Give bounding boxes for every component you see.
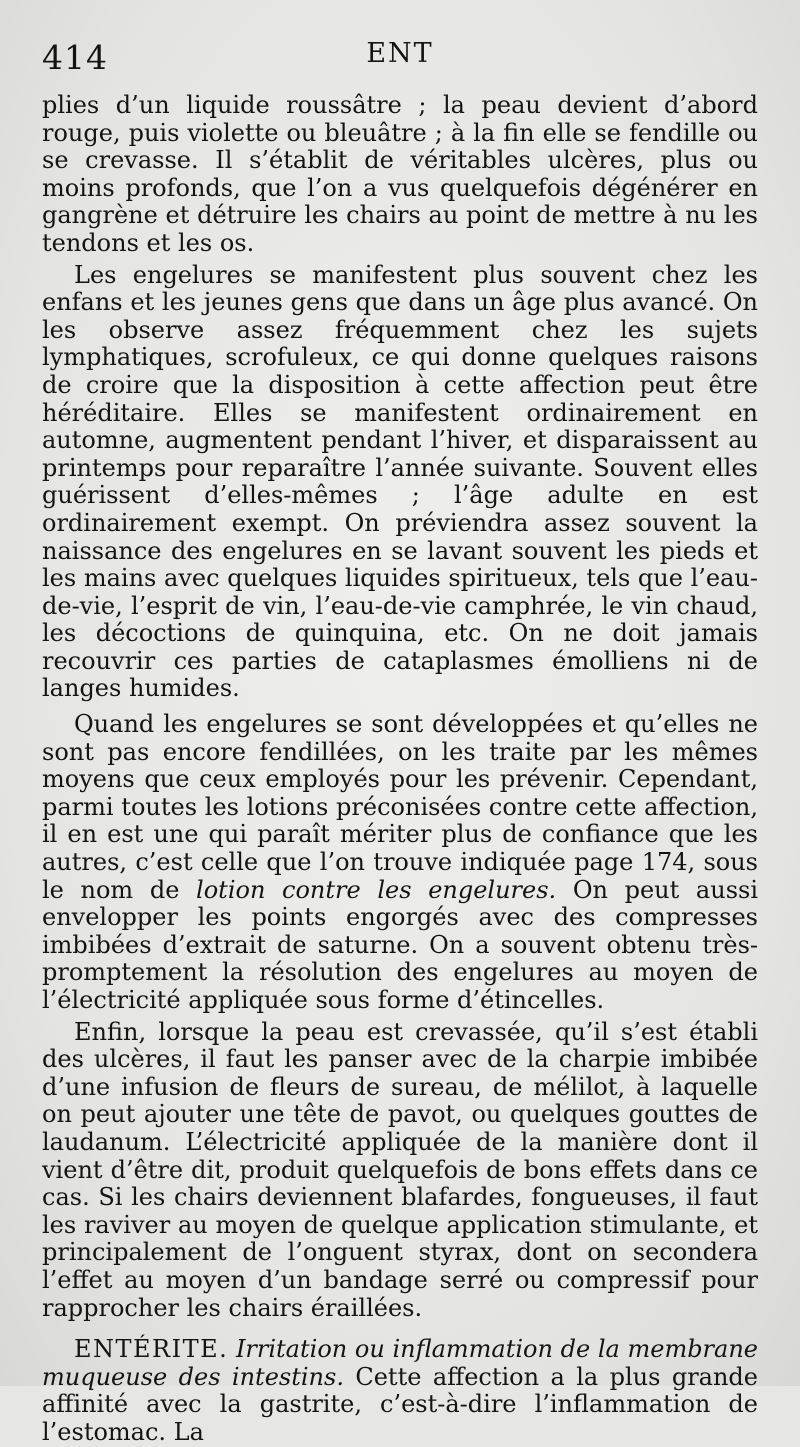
running-head: ENT	[366, 38, 434, 69]
italic-term: lotion contre les engelures.	[196, 875, 557, 904]
entry-headword: ENTÉRITE.	[74, 1335, 229, 1364]
paragraph-text: On peut aussi envelopper les points engorgés avec des compresses imbibées d’extrait de saturne. On a souvent obtenu très-promptement la résolution des engelures au moyen de l’électricité appliquée sous forme d’étincelles.	[42, 875, 758, 1014]
body-text	[42, 92, 758, 1447]
dictionary-entry-enterite	[42, 1336, 758, 1446]
page-header	[42, 36, 758, 92]
entry-text: Cette affection a la plus grande affinité avec la gastrite, c’est-à-dire l’inflammation de l’estomac. La	[42, 1362, 758, 1446]
paragraph-engelures-treatment	[42, 711, 758, 1015]
paragraph-continuation: plies d’un liquide roussâtre ; la peau devient d’abord rouge, puis violette ou bleuâtre ; à la fin elle se fendille ou se crevasse. Il s’établit de véritables ulcères, plus ou moins profonds, que l’on a vus quelquefois dégénérer en gangrène et détruire les chairs au point de mettre à nu les tendons et les os.	[42, 91, 758, 257]
page-number: 414	[42, 38, 108, 77]
entry-definition: Irritation ou inflammation de la membrane muqueuse des intestins.	[42, 1335, 758, 1391]
paragraph-crevasses-treatment: Enfin, lorsque la peau est crevassée, qu’il s’est établi des ulcères, il faut les panser avec de la charpie imbibée d’une infusion de fleurs de sureau, de mélilot, à laquelle on peut ajouter une tête de pavot, ou quelques gouttes de laudanum. L’électricité appliquée de la manière dont il vient d’être dit, produit quelquefois de bons effets dans ce cas. Si les chairs deviennent blafardes, fongueuses, il faut les raviver au moyen de quelque application stimulante, et principalement de l’onguent styrax, dont on secondera l’effet au moyen d’un bandage serré ou compressif pour rapprocher les chairs éraillées.	[42, 1017, 758, 1322]
paragraph-text: Quand les engelures se sont développées et qu’elles ne sont pas encore fendillées, on les traite par les mêmes moyens que ceux employés pour les prévenir. Cependant, parmi toutes les lotions préconisées contre cette affection, il en est une qui paraît mériter plus de confiance que les autres, c’est celle que l’on trouve indiquée page 174, sous le nom de	[42, 710, 758, 904]
paragraph-engelures-manifestation: Les engelures se manifestent plus souvent chez les enfans et les jeunes gens que dans un âge plus avancé. On les observe assez fréquemment chez les sujets lymphatiques, scrofuleux, ce qui donne quelques raisons de croire que la disposition à cette affection peut être héréditaire. Elles se manifestent ordinairement en automne, augmentent pendant l’hiver, et disparaissent au printemps pour reparaître l’année suivante. Souvent elles guérissent d’elles-mêmes ; l’âge adulte en est ordinairement exempt. On préviendra assez souvent la naissance des engelures en se lavant souvent les pieds et les mains avec quelques liquides spiritueux, tels que l’eau-de-vie, l’esprit de vin, l’eau-de-vie camphrée, le vin chaud, les décoctions de quinquina, etc. On ne doit jamais recouvrir ces parties de cataplasmes émolliens ni de langes humides.	[42, 260, 758, 703]
